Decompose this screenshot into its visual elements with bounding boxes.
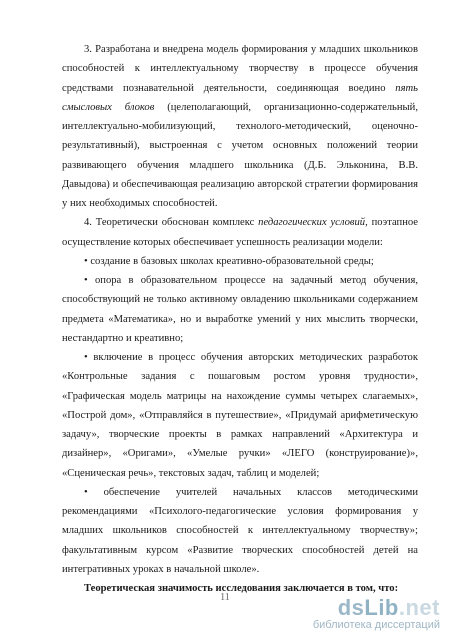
document-body <box>62 40 418 598</box>
italic-phrase: пять смысловых блоков <box>62 82 418 113</box>
paragraph-conditions: 4. Теоретически обоснован комплекс педагогических условий, поэтапное осуществление которых обеспечивает успешность реализации модели: <box>62 217 418 248</box>
dslib-watermark[interactable] <box>313 595 440 631</box>
bullet-item: • обеспечение учителей начальных классов методическими рекомендациями «Психолого-педагогические условия формирования у младших школьников способностей к интеллектуальному творчеству»; факультативным курсом «Развитие творческих способностей детей на интегративных уроках в начальной школе». <box>62 486 418 575</box>
bullet-item: • опора в образовательном процессе на задачный метод обучения, способствующий не только активному овладению школьниками содержанием предмета «Математика», но и выработке умений у них мыслить творчески, нестандартно и креативно; <box>62 275 418 344</box>
bullet-item: • включение в процесс обучения авторских методических разработок «Контрольные задания с пошаговым ростом уровня трудности», «Графическая модель матрицы на нахождение суммы четырех слагаемых», «Построй дом», «Отправляйся в путешествие», «Придумай арифметическую задачу», творческие проекты в рамках направлений «Архитектура и дизайнер», «Оригами», «Умелые ручки» «ЛЕГО (конструирование)», «Сценическая речь», текстовых задач, таблиц и моделей; <box>62 352 418 479</box>
paragraph-model: 3. Разработана и внедрена модель формирования у младших школьников способностей к интеллектуальному творчеству в процессе обучения средствами познавательной деятельности, соединяющая воедино пять смысловых блоков (целеполагающий, организационно-содержательный, интеллектуально-мобилизующий, технолого-методический, оценочно-результативный), выстроенная с учетом основных положений теории развивающего обучения младшего школьника (Д.Б. Эльконина, В.В. Давыдова) и обеспечивающая реализацию авторской стратегии формирования у них необходимых способностей. <box>62 44 418 209</box>
theoretical-significance-heading: Теоретическая значимость исследования заключается в том, что: <box>84 583 399 594</box>
italic-phrase: педагогических условий, <box>258 217 368 229</box>
bullet-item: • создание в базовых школах креативно-образовательной среды; <box>84 255 374 267</box>
dslib-logo: dsLib.net <box>337 595 440 620</box>
dslib-subtitle: библиотека диссертаций <box>312 619 440 631</box>
page-number: 11 <box>220 592 230 603</box>
